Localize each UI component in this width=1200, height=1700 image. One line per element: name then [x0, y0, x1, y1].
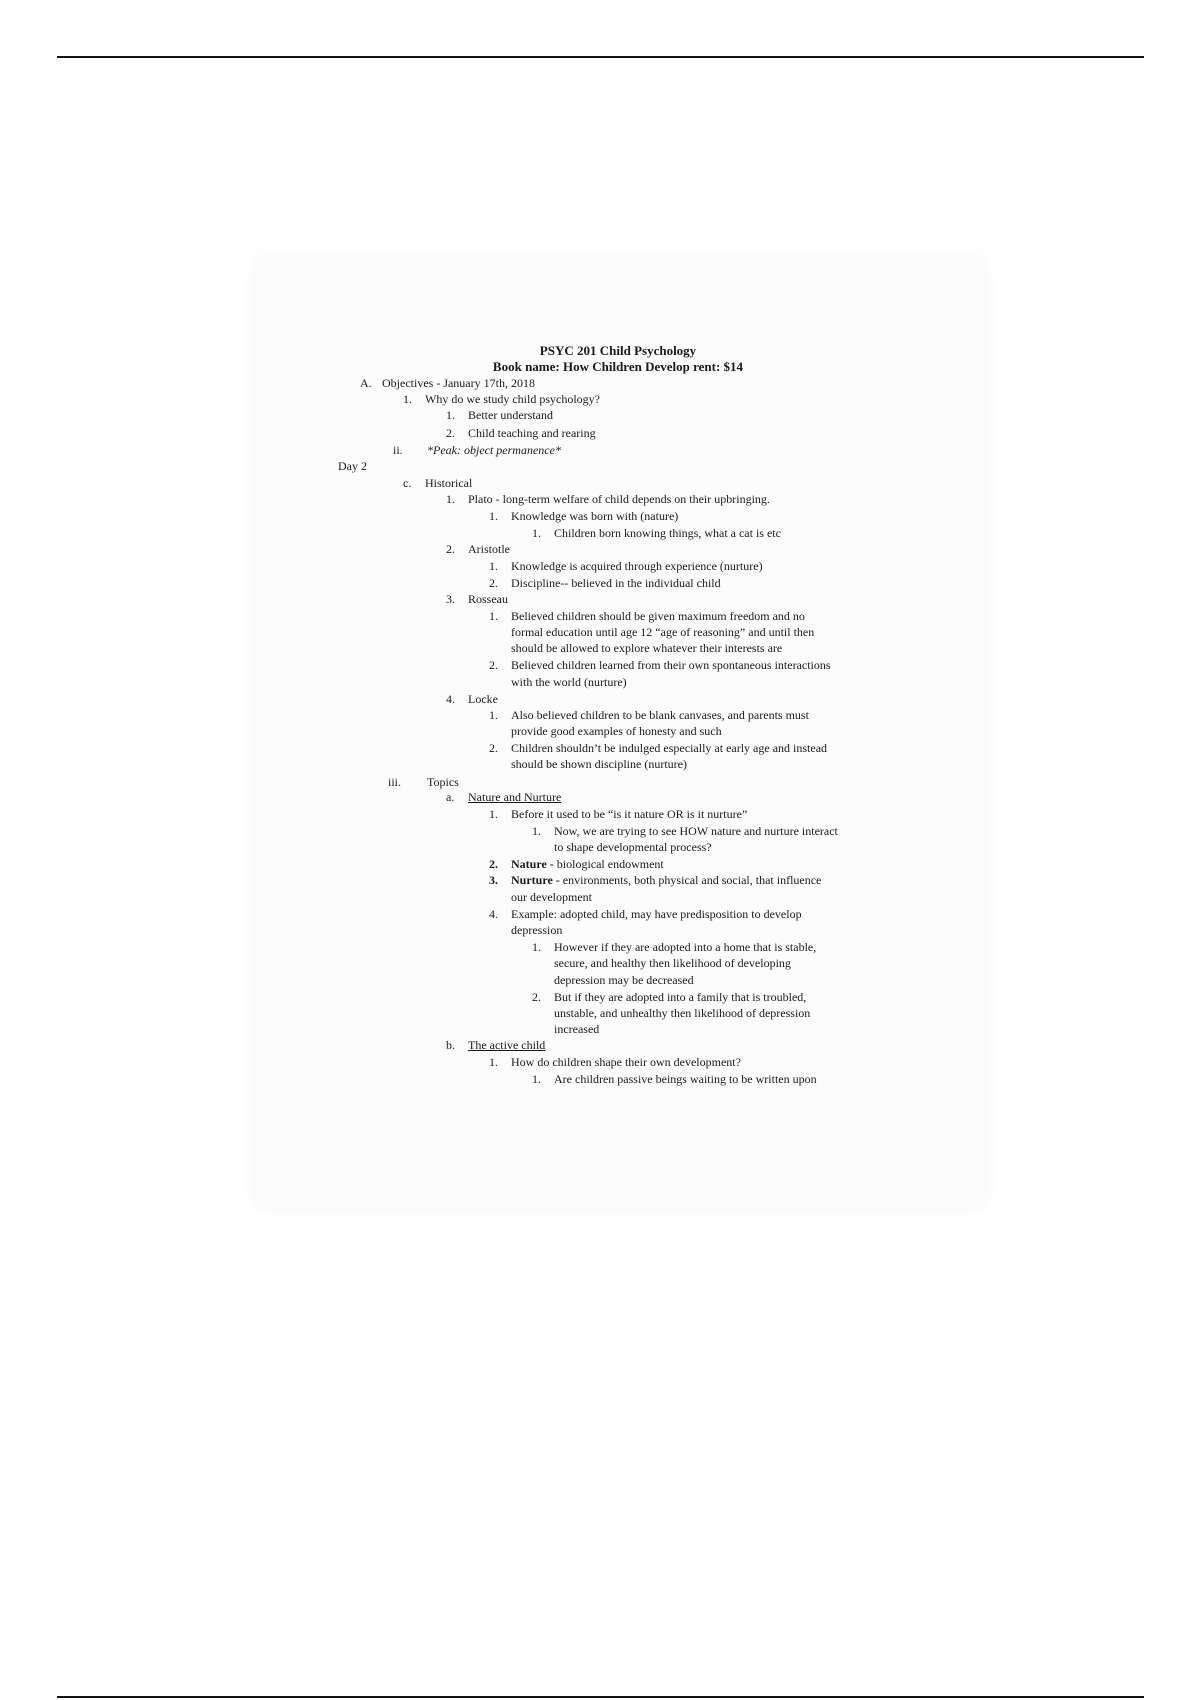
outline-line: 3. Nurture - environments, both physical and social, that influence: [489, 873, 822, 887]
outline-line: should be allowed to explore whatever their interests are: [511, 641, 783, 655]
outline-line: a. Nature and Nurture: [446, 790, 562, 804]
outline-line: 1. Now, we are trying to see HOW nature and nurture interact: [532, 824, 838, 838]
outline-line: increased: [554, 1022, 600, 1036]
outline-line: 4. Locke: [446, 692, 498, 706]
outline-line: 1. Knowledge was born with (nature): [489, 509, 679, 523]
outline-line: provide good examples of honesty and such: [511, 724, 722, 738]
outline-line: depression may be decreased: [554, 973, 694, 987]
outline-line: 1. Before it used to be “is it nature OR is it nurture”: [489, 807, 748, 821]
outline-line: formal education until age 12 “age of reasoning” and until then: [511, 625, 815, 639]
outline-line: 1. Better understand: [446, 408, 553, 422]
outline-line: with the world (nurture): [511, 675, 627, 689]
outline-line: 1. Also believed children to be blank canvases, and parents must: [489, 708, 809, 722]
outline-line: b. The active child: [446, 1038, 546, 1052]
outline-line: 3. Rosseau: [446, 592, 508, 606]
outline-line: 1. Plato - long-term welfare of child depends on their upbringing.: [446, 492, 770, 506]
outline-line: depression: [511, 923, 563, 937]
outline-line: 2. Discipline-- believed in the individual child: [489, 576, 721, 590]
outline-line: 2. Children shouldn’t be indulged especially at early age and instead: [489, 741, 828, 755]
outline-line: 2. Believed children learned from their own spontaneous interactions: [489, 658, 831, 672]
outline-line: 1. Children born knowing things, what a cat is etc: [532, 526, 781, 540]
outline-line: iii. Topics: [388, 775, 459, 789]
outline-line: ii. *Peak: object permanence*: [393, 443, 561, 457]
outline-line: should be shown discipline (nurture): [511, 757, 687, 771]
outline-line: 1. Why do we study child psychology?: [403, 392, 600, 406]
outline-line: to shape developmental process?: [554, 840, 712, 854]
outline-line: 1. However if they are adopted into a home that is stable,: [532, 940, 817, 954]
outline-line: unstable, and unhealthy then likelihood of depression: [554, 1006, 811, 1020]
outline-line: 1. Believed children should be given maximum freedom and no: [489, 609, 805, 623]
outline-line: 1. Knowledge is acquired through experience (nurture): [489, 559, 763, 573]
outline-line: 1. Are children passive beings waiting to be written upon: [532, 1072, 817, 1086]
outline-line: 1. How do children shape their own development?: [489, 1055, 741, 1069]
outline-line: secure, and healthy then likelihood of developing: [554, 956, 791, 970]
outline-line: 2. But if they are adopted into a family that is troubled,: [532, 990, 807, 1004]
outline-line: A. Objectives - January 17th, 2018: [360, 376, 535, 390]
outline-line: our development: [511, 890, 592, 904]
outline-line: c. Historical: [403, 476, 473, 490]
document-subtitle: Book name: How Children Develop rent: $14: [492, 359, 744, 374]
outline-line: 4. Example: adopted child, may have predisposition to develop: [489, 907, 802, 921]
outline-line: 2. Aristotle: [446, 542, 510, 556]
outline-line: 2. Nature - biological endowment: [489, 857, 664, 871]
document-title: PSYC 201 Child Psychology: [539, 343, 697, 358]
outline-line: Day 2: [338, 459, 367, 473]
outline-line: 2. Child teaching and rearing: [446, 426, 596, 440]
